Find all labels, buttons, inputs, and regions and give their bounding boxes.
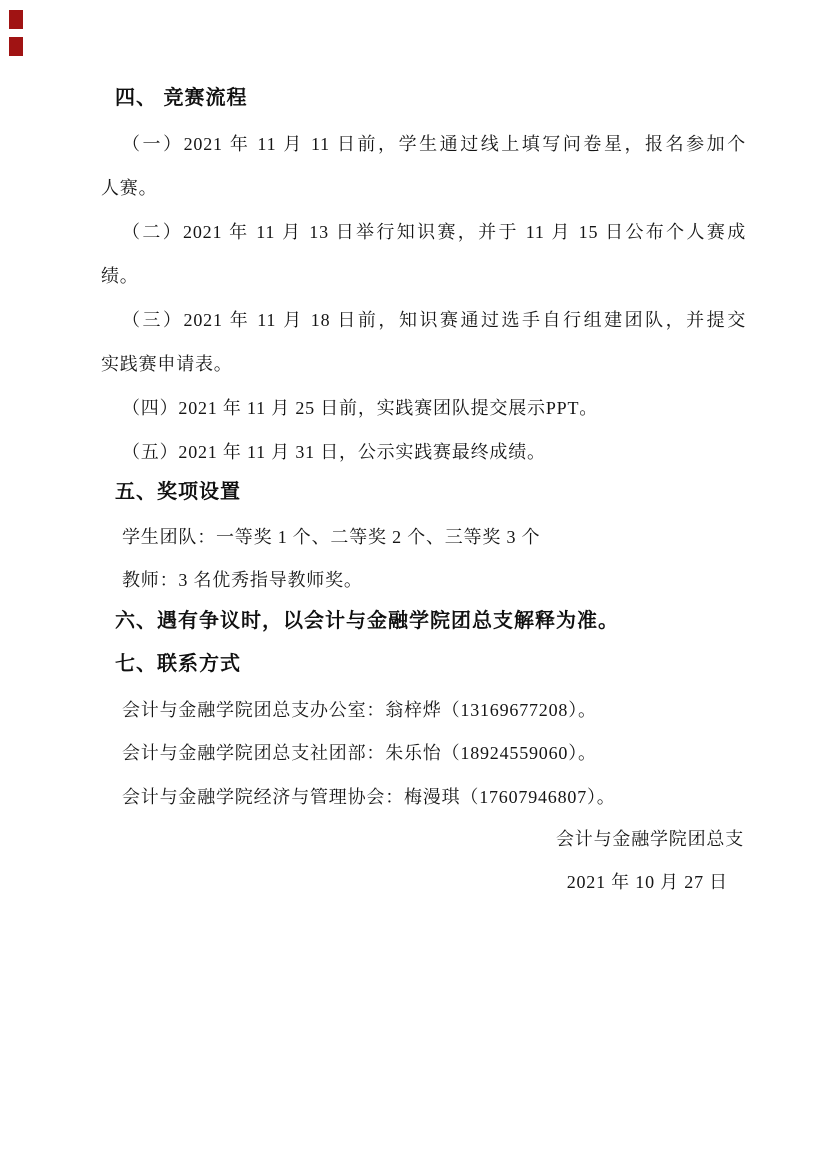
para-3-line-1: （三）2021 年 11 月 18 日前，知识赛通过选手自行组建团队，并提交 [122, 310, 746, 330]
awards-teachers-line: 教师：3 名优秀指导教师奖。 [122, 570, 363, 590]
contact-office-line: 会计与金融学院团总支办公室：翁梓烨（13169677208）。 [122, 700, 597, 720]
section-heading-6: 六、遇有争议时，以会计与金融学院团总支解释为准。 [115, 610, 619, 632]
section-heading-5: 五、奖项设置 [115, 481, 241, 503]
para-5: （五）2021 年 11 月 31 日，公示实践赛最终成绩。 [122, 442, 546, 462]
awards-students-line: 学生团队：一等奖 1 个、二等奖 2 个、三等奖 3 个 [122, 527, 541, 547]
contact-association-line: 会计与金融学院经济与管理协会：梅漫琪（17607946807）。 [122, 787, 616, 807]
contact-club-line: 会计与金融学院团总支社团部：朱乐怡（18924559060）。 [122, 743, 597, 763]
signature-date: 2021 年 10 月 27 日 [566, 872, 728, 892]
para-1-line-2: 人赛。 [101, 178, 158, 198]
section-heading-7: 七、联系方式 [115, 653, 241, 675]
para-1-line-1: （一）2021 年 11 月 11 日前，学生通过线上填写问卷星，报名参加个 [122, 134, 746, 154]
section-heading-4: 四、 竞赛流程 [115, 87, 248, 109]
para-2-line-1: （二）2021 年 11 月 13 日举行知识赛，并于 11 月 15 日公布个人赛成 [122, 222, 746, 242]
signature-org: 会计与金融学院团总支 [556, 829, 744, 849]
red-mark-icon [9, 10, 23, 29]
para-4: （四）2021 年 11 月 25 日前，实践赛团队提交展示PPT。 [122, 398, 599, 418]
para-3-line-2: 实践赛申请表。 [101, 354, 233, 374]
red-mark-icon [9, 37, 23, 56]
para-2-line-2: 绩。 [101, 266, 139, 286]
